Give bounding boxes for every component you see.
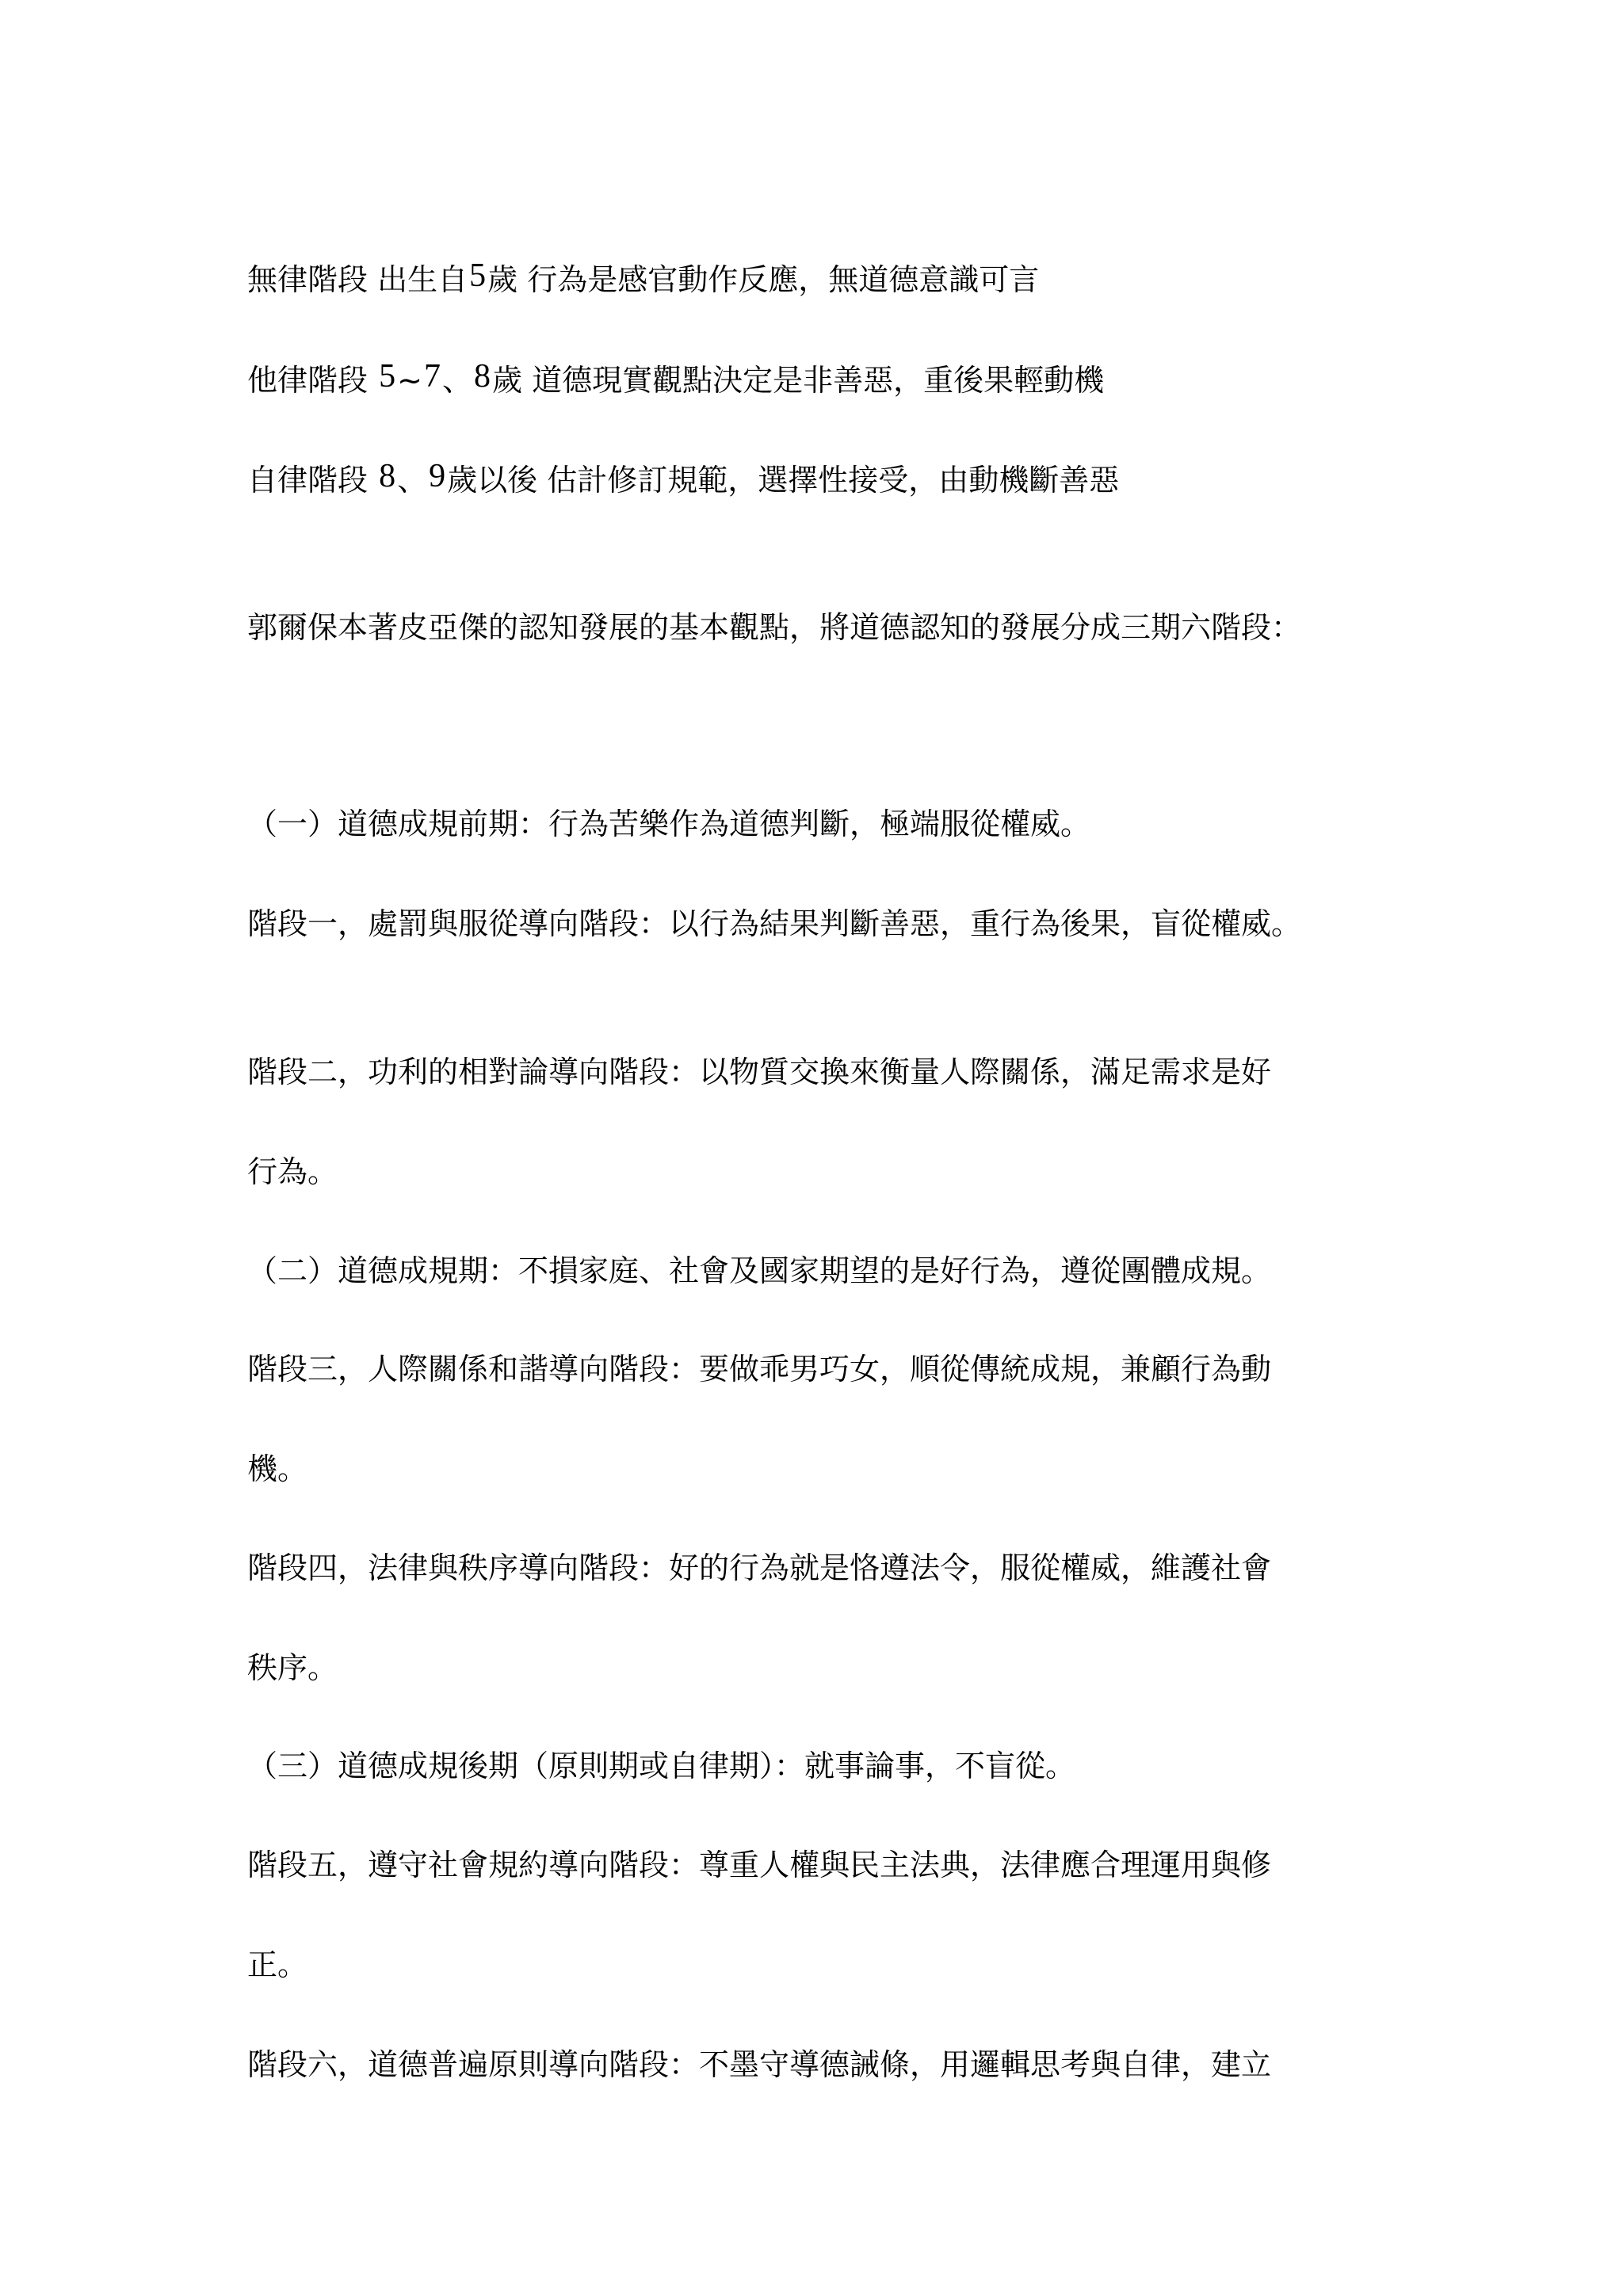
stage-2-text-line-1: 階段二，功利的相對論導向階段：以物質交換來衡量人際關係，滿足需求是好	[247, 1055, 1272, 1089]
stage-age-separator: 、	[397, 463, 428, 498]
stage-age-number: 5	[469, 257, 487, 294]
stage-age-number-1: 5	[379, 358, 396, 395]
stage-age-suffix: 歲	[491, 363, 522, 398]
stage-3-text-line-2: 機。	[247, 1451, 308, 1486]
stage-description: 估計修訂規範，選擇性接受，由動機斷善惡	[547, 463, 1120, 498]
stage-3-text-line-1: 階段三，人際關係和諧導向階段：要做乖男巧女，順從傳統成規，兼顧行為動	[247, 1352, 1272, 1386]
stage-age-number-2: 9	[429, 458, 446, 494]
stage-name: 他律階段	[247, 363, 369, 398]
stage-age-suffix: 歲以後	[447, 463, 538, 498]
stage-2-text-line-2: 行為。	[247, 1154, 338, 1189]
stage-age-suffix: 歲	[487, 262, 518, 297]
period-1-heading: （一）道德成規前期：行為苦樂作為道德判斷，極端服從權威。	[247, 807, 1091, 841]
stage-age-tilde: ~	[397, 363, 422, 398]
stage-5-text-line-2: 正。	[247, 1947, 308, 1982]
stage-name: 無律階段	[247, 262, 369, 297]
stage-name: 自律階段	[247, 463, 369, 498]
stage-row-heteronomy	[247, 358, 1404, 402]
stage-6-text-line-1: 階段六，道德普遍原則導向階段：不墨守導德誡條，用邏輯思考與自律，建立	[247, 2047, 1272, 2082]
stage-age-number-2: 7	[423, 358, 441, 395]
stage-age-separator: 、	[441, 363, 472, 398]
stage-description: 道德現實觀點決定是非善惡，重後果輕動機	[532, 363, 1105, 398]
intro-paragraph: 郭爾保本著皮亞傑的認知發展的基本觀點，將道德認知的發展分成三期六階段：	[247, 610, 1302, 645]
period-3-heading: （三）道德成規後期（原則期或自律期）：就事論事，不盲從。	[247, 1749, 1076, 1783]
stage-5-text-line-1: 階段五，遵守社會規約導向階段：尊重人權與民主法典，法律應合理運用與修	[247, 1848, 1272, 1882]
stage-age-number-3: 8	[473, 358, 491, 395]
stage-description: 行為是感官動作反應，無道德意識可言	[527, 262, 1040, 297]
stage-age-prefix: 出生自	[377, 262, 468, 297]
stage-row-autonomy	[247, 458, 1404, 502]
stage-4-text-line-1: 階段四，法律與秩序導向階段：好的行為就是恪遵法令，服從權威，維護社會	[247, 1550, 1272, 1585]
stage-row-anomy	[247, 257, 1404, 302]
stage-1-text: 階段一，處罰與服從導向階段：以行為結果判斷善惡，重行為後果，盲從權威。	[247, 906, 1302, 941]
stage-age-number-1: 8	[379, 458, 396, 494]
period-2-heading: （二）道德成規期：不損家庭、社會及國家期望的是好行為，遵從團體成規。	[247, 1253, 1272, 1288]
stage-4-text-line-2: 秩序。	[247, 1650, 338, 1685]
